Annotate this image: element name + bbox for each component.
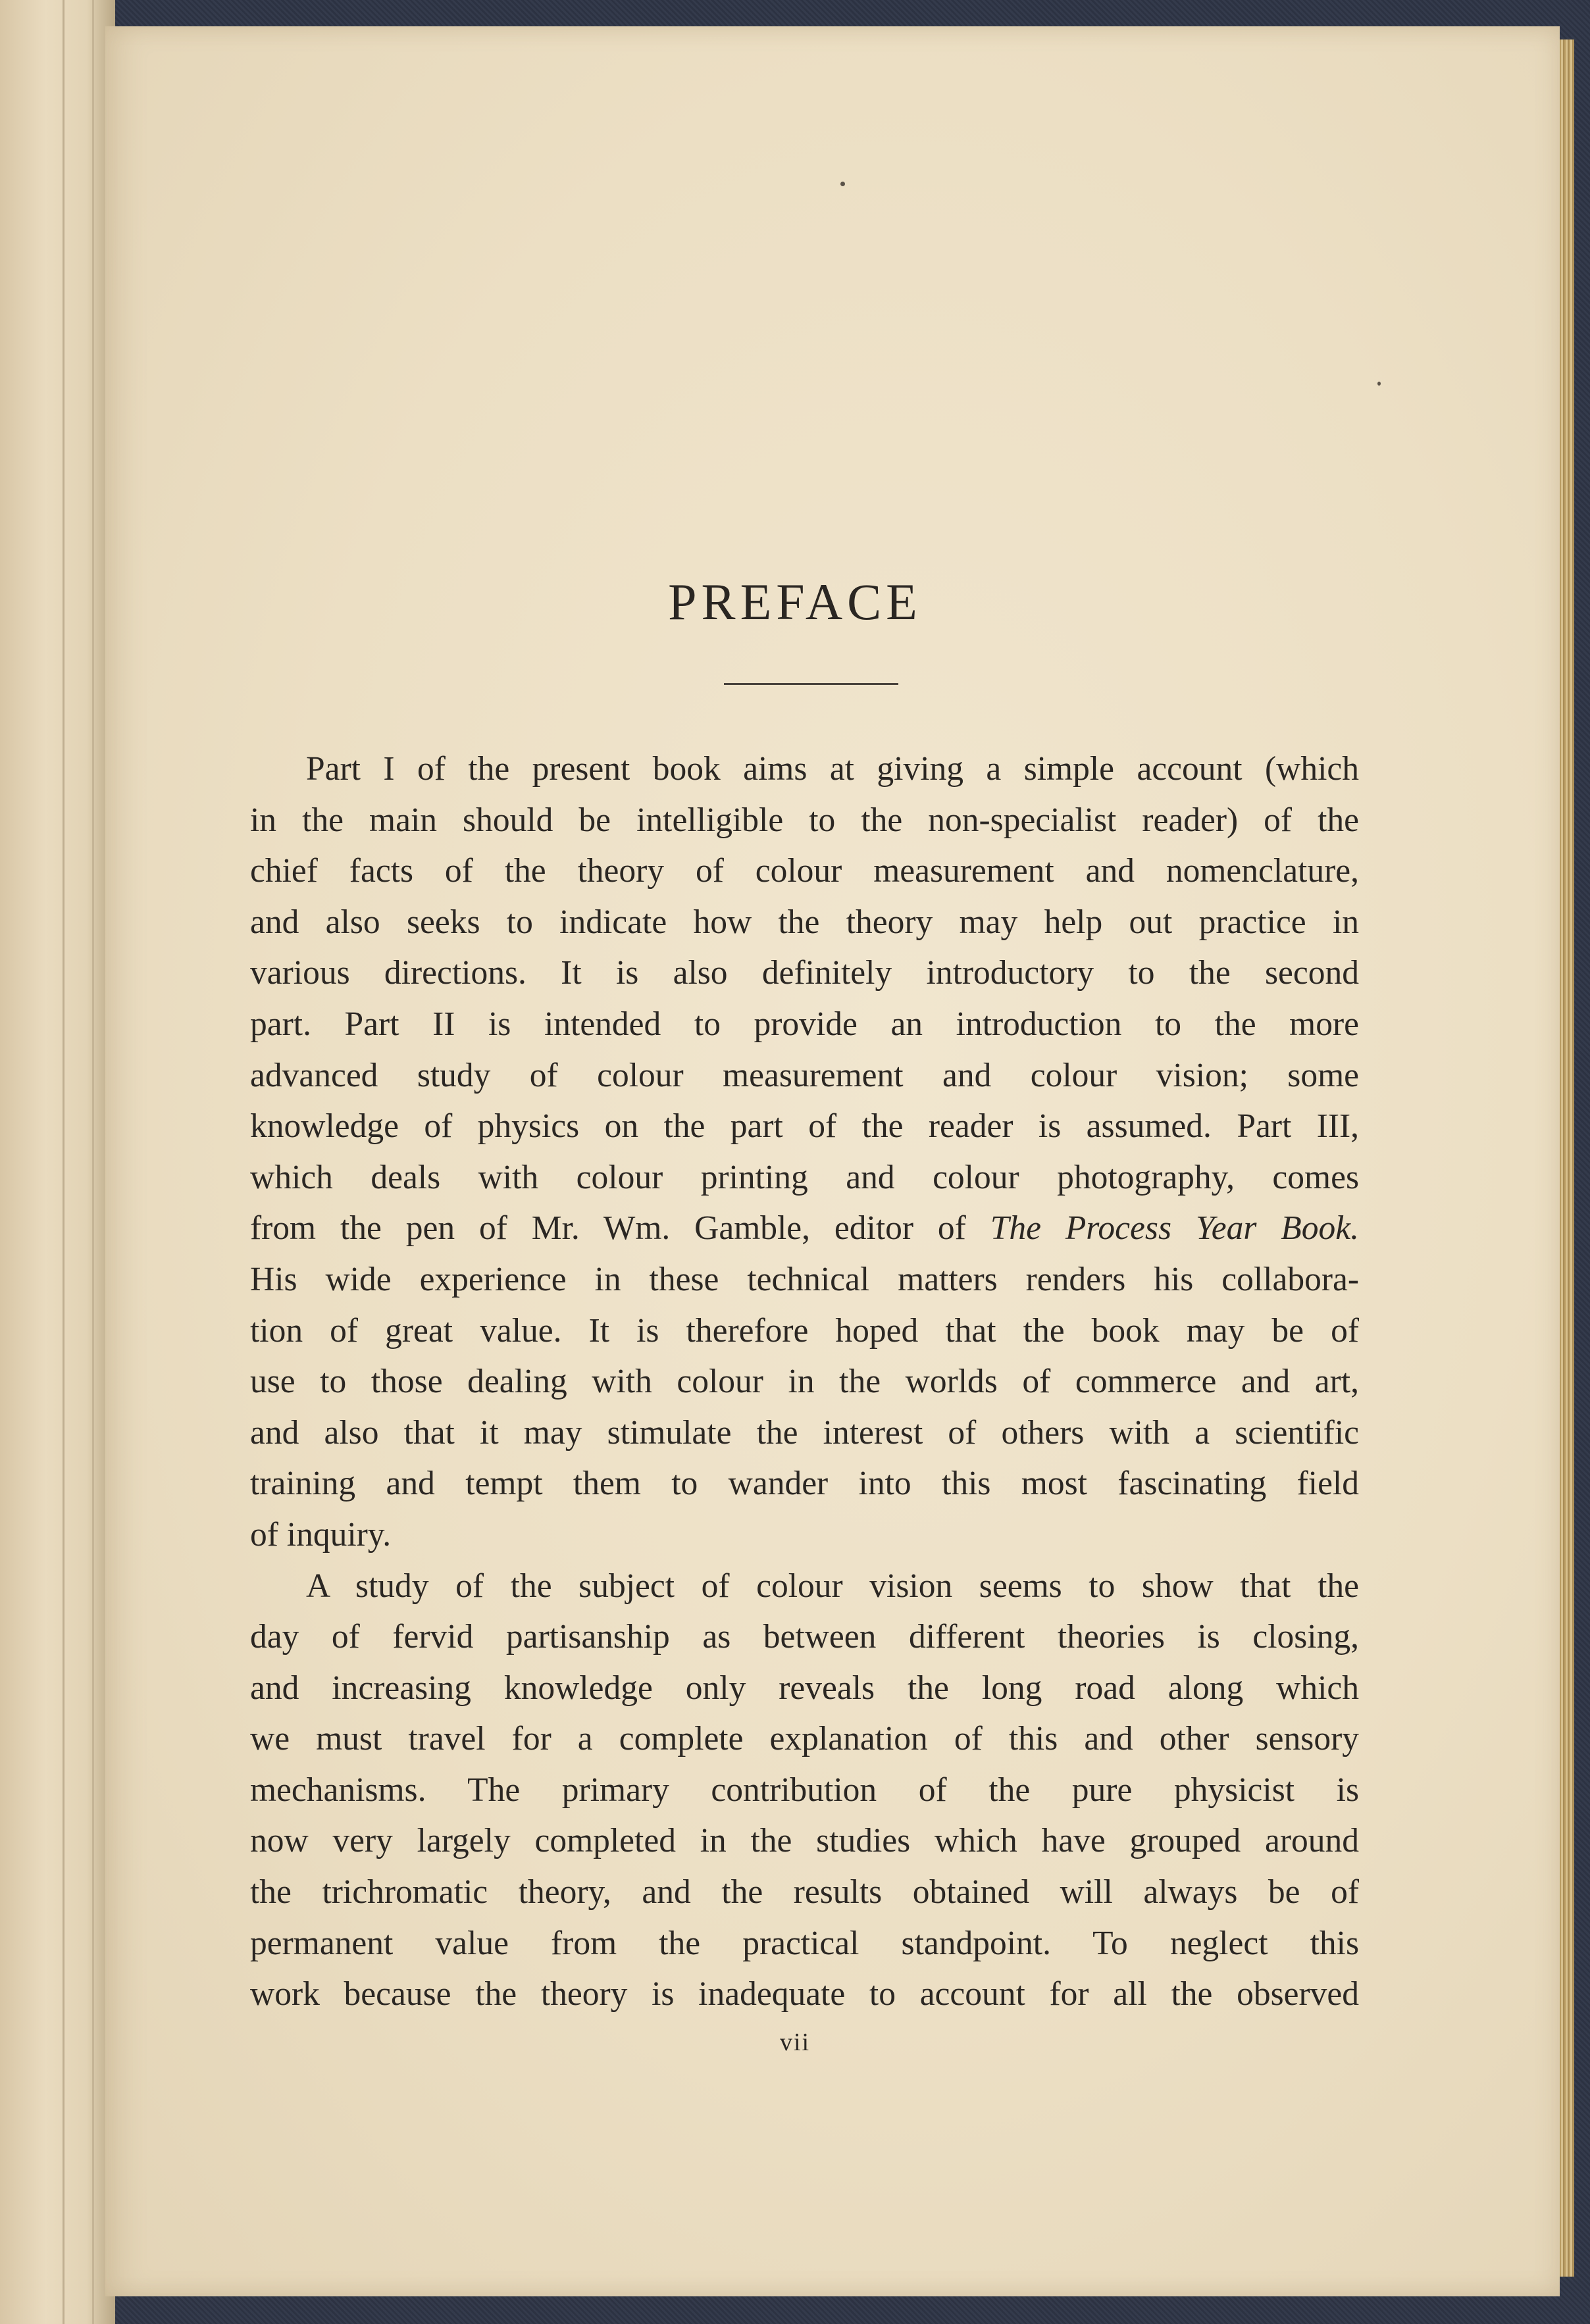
text-line: in the main should be intelligible to the non-specialist reader) of the: [250, 801, 1359, 839]
text-line: and increasing knowledge only reveals the long road along which: [250, 1669, 1359, 1707]
text-line: we must travel for a complete explanation of this and other sensory: [250, 1720, 1359, 1758]
gutter-crease: [92, 0, 94, 2324]
text-segment: from the pen of Mr. Wm. Gamble, editor of: [250, 1209, 990, 1248]
text-line: training and tempt them to wander into this most fascinating field: [250, 1465, 1359, 1503]
text-line: now very largely completed in the studies which have grouped around: [250, 1822, 1359, 1860]
text-line: chief facts of the theory of colour measurement and nomenclature,: [250, 852, 1359, 890]
paragraph-1: [250, 744, 1359, 1561]
text-line: the trichromatic theory, and the results obtained will always be of: [250, 1873, 1359, 1911]
fore-edge: [1560, 39, 1574, 2277]
page-number: vii: [779, 2029, 811, 2056]
text-line: day of fervid partisanship as between different theories is closing,: [250, 1618, 1359, 1656]
text-line: advanced study of colour measurement and colour vision; some: [250, 1056, 1359, 1094]
text-line: of inquiry.: [250, 1515, 392, 1554]
text-line: knowledge of physics on the part of the reader is assumed. Part III,: [250, 1107, 1359, 1146]
text-line: part. Part II is intended to provide an introduction to the more: [250, 1005, 1359, 1043]
text-line: and also that it may stimulate the interest of others with a scientific: [250, 1413, 1359, 1452]
text-line: Part I of the present book aims at giving a simple account (which: [306, 750, 1359, 788]
text-line: His wide experience in these technical matters renders his collabora-: [250, 1260, 1359, 1298]
text-line: various directions. It is also definitely introductory to the second: [250, 954, 1359, 992]
text-line: tion of great value. It is therefore hoped that the book may be of: [250, 1311, 1359, 1350]
page-gutter: [0, 0, 115, 2324]
preface-text: [250, 744, 1359, 2020]
title-rule: [724, 683, 898, 685]
text-line: which deals with colour printing and colour photography, comes: [250, 1158, 1359, 1196]
text-line-with-title: [250, 1203, 1359, 1254]
gutter-crease: [63, 0, 64, 2324]
text-line: permanent value from the practical standpoint. To neglect this: [250, 1924, 1359, 1962]
text-line: work because the theory is inadequate to account for all the observed: [250, 1975, 1359, 2013]
page-title: PREFACE: [668, 573, 922, 630]
paper-speck: [840, 182, 845, 186]
text-line: and also seeks to indicate how the theory may help out practice in: [250, 903, 1359, 941]
paper-speck: [1377, 382, 1381, 386]
book-title: The Process Year Book.: [990, 1209, 1359, 1248]
paragraph-2: [250, 1561, 1359, 2020]
text-line: mechanisms. The primary contribution of the pure physicist is: [250, 1771, 1359, 1809]
text-line: A study of the subject of colour vision seems to show that the: [306, 1567, 1359, 1605]
text-line: use to those dealing with colour in the worlds of commerce and art,: [250, 1363, 1359, 1401]
